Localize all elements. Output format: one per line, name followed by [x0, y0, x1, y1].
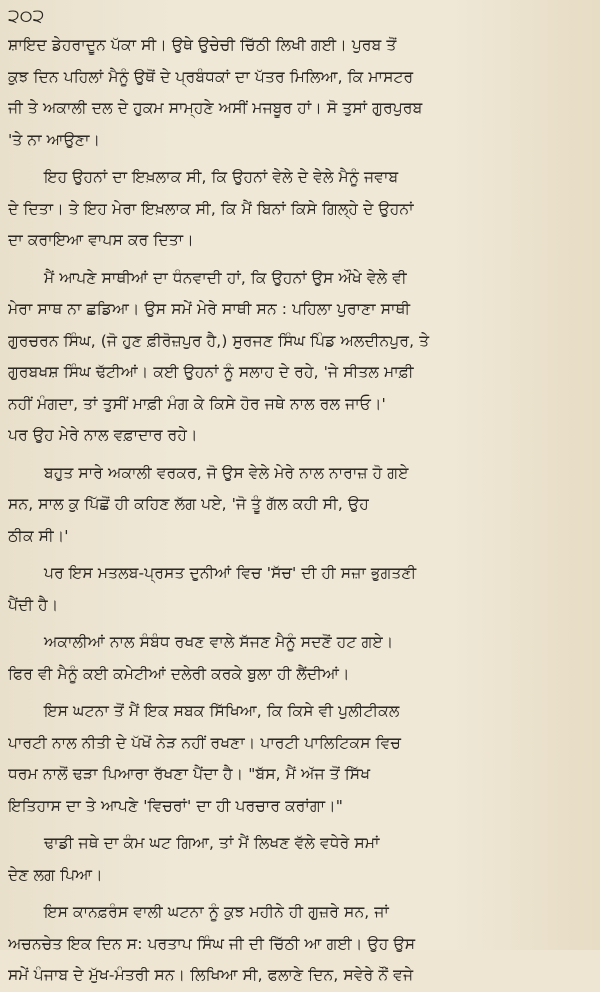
page-number: ੨੦੨	[8, 5, 45, 27]
paragraph-7	[8, 696, 592, 822]
paragraph-9	[8, 897, 592, 992]
text-line: ਕੁਝ ਦਿਨ ਪਹਿਲਾਂ ਮੈਨੂੰ ਉਥੋਂ ਦੇ ਪ੍ਰਬੰਧਕਾਂ ਦਾ ਪੱਤਰ ਮਿਲਿਆ, ਕਿ ਮਾਸਟਰ	[8, 67, 414, 86]
paragraph-4	[8, 458, 592, 553]
text-line: ਬਹੁਤ ਸਾਰੇ ਅਕਾਲੀ ਵਰਕਰ, ਜੋ ਉਸ ਵੇਲੇ ਮੇਰੇ ਨਾਲ ਨਾਰਾਜ਼ ਹੋ ਗਏ	[44, 463, 409, 482]
text-line: ਦਾ ਕਰਾਇਆ ਵਾਪਸ ਕਰ ਦਿਤਾ।	[8, 231, 194, 249]
text-line: ਜੀ ਤੇ ਅਕਾਲੀ ਦਲ ਦੇ ਹੁਕਮ ਸਾਮ੍ਹਣੇ ਅਸੀਂ ਮਜਬੂਰ ਹਾਂ। ਸੋ ਤੁਸਾਂ ਗੁਰਪੁਰਬ	[8, 99, 423, 117]
text-line: ਨਹੀਂ ਮੰਗਦਾ, ਤਾਂ ਤੁਸੀਂ ਮਾਫ਼ੀ ਮੰਗ ਕੇ ਕਿਸੇ ਹੋਰ ਜਥੇ ਨਾਲ ਰਲ ਜਾਓ।'	[8, 394, 386, 413]
text-line: ਗੁਰਬਖਸ਼ ਸਿੰਘ ਢੱਟੀਆਂ। ਕਈ ਉਹਨਾਂ ਨੂੰ ਸਲਾਹ ਦੇ ਰਹੇ, 'ਜੇ ਸੀਤਲ ਮਾਫ਼ੀ	[8, 363, 414, 381]
text-line: ਦੇ ਦਿਤਾ। ਤੇ ਇਹ ਮੇਰਾ ਇਖ਼ਲਾਕ ਸੀ, ਕਿ ਮੈਂ ਬਿਨਾਂ ਕਿਸੇ ਗਿਲ੍ਹੇ ਦੇ ਉਹਨਾਂ	[8, 199, 414, 218]
text-line: ਸਨ, ਸਾਲ ਕੁ ਪਿੱਛੋਂ ਹੀ ਕਹਿਣ ਲੱਗ ਪਏ, 'ਜੋ ਤੂੰ ਗੱਲ ਕਹੀ ਸੀ, ਉਹ	[8, 495, 369, 513]
text-line: ਪੈਂਦੀ ਹੈ।	[8, 595, 59, 614]
paragraph-6	[8, 627, 592, 690]
text-line: ਇਸ ਘਟਨਾ ਤੋਂ ਮੈਂ ਇਕ ਸਬਕ ਸਿੱਖਿਆ, ਕਿ ਕਿਸੇ ਵੀ ਪੁਲੀਟੀਕਲ	[44, 702, 400, 720]
text-line: 'ਤੇ ਨਾ ਆਉਣਾ।	[8, 130, 101, 149]
text-line: ਪਰ ਉਹ ਮੇਰੇ ਨਾਲ ਵਫ਼ਾਦਾਰ ਰਹੇ।	[8, 426, 198, 444]
text-line: ਪਰ ਇਸ ਮਤਲਬ-ਪ੍ਰਸਤ ਦੁਨੀਆਂ ਵਿਚ 'ਸੱਚ' ਦੀ ਹੀ ਸਜ਼ਾ ਭੁਗਤਣੀ	[44, 564, 417, 582]
text-line: ਮੈਂ ਆਪਣੇ ਸਾਥੀਆਂ ਦਾ ਧੰਨਵਾਦੀ ਹਾਂ, ਕਿ ਉਹਨਾਂ ਉਸ ਔਖੇ ਵੇਲੇ ਵੀ	[44, 268, 407, 287]
text-line: ਇਤਿਹਾਸ ਦਾ ਤੇ ਆਪਣੇ 'ਵਿਚਰਾਂ' ਦਾ ਹੀ ਪਰਚਾਰ ਕਰਾਂਗਾ।"	[8, 796, 343, 815]
text-line: ਅਚਨਚੇਤ ਇਕ ਦਿਨ ਸ: ਪਰਤਾਪ ਸਿੰਘ ਜੀ ਦੀ ਚਿੱਠੀ ਆ ਗਈ। ਉਹ ਉਸ	[8, 934, 416, 953]
text-line: ਗੁਰਚਰਨ ਸਿੰਘ, (ਜੋ ਹੁਣ ਫ਼ੀਰੋਜ਼ਪੁਰ ਹੈ,) ਸੁਰਜਣ ਸਿੰਘ ਪਿੰਡ ਅਲਦੀਨਪੁਰ, ਤੇ	[8, 331, 430, 350]
paragraph-2	[8, 162, 592, 257]
paragraph-3	[8, 263, 592, 452]
text-line: ਸਮੇਂ ਪੰਜਾਬ ਦੇ ਮੁੱਖ-ਮੰਤਰੀ ਸਨ। ਲਿਖਿਆ ਸੀ, ਫਲਾਣੇ ਦਿਨ, ਸਵੇਰੇ ਨੌਂ ਵਜੇ	[8, 966, 414, 984]
paragraph-5	[8, 558, 592, 621]
text-line: ਇਸ ਕਾਨਫ਼ਰੰਸ ਵਾਲੀ ਘਟਨਾ ਨੂੰ ਕੁਝ ਮਹੀਨੇ ਹੀ ਗੁਜ਼ਰੇ ਸਨ, ਜਾਂ	[44, 903, 389, 921]
text-line: ਮੇਰਾ ਸਾਥ ਨਾ ਛਡਿਆ। ਉਸ ਸਮੇਂ ਮੇਰੇ ਸਾਥੀ ਸਨ : ਪਹਿਲਾ ਪੁਰਾਣਾ ਸਾਥੀ	[8, 300, 411, 318]
text-line: ਪਾਰਟੀ ਨਾਲ ਨੀਤੀ ਦੇ ਪੱਖੋਂ ਨੇੜ ਨਹੀਂ ਰਖਣਾ। ਪਾਰਟੀ ਪਾਲਿਟਿਕਸ ਵਿਚ	[8, 733, 401, 752]
text-line: ਸ਼ਾਇਦ ਡੇਹਰਾਦੂਨ ਪੱਕਾ ਸੀ। ਉਥੇ ਉਚੇਚੀ ਚਿੱਠੀ ਲਿਖੀ ਗਈ। ਪੁਰਬ ਤੋਂ	[8, 36, 397, 54]
paragraph-8	[8, 828, 592, 891]
text-line: ਅਕਾਲੀਆਂ ਨਾਲ ਸੰਬੰਧ ਰਖਣ ਵਾਲੇ ਸੱਜਣ ਮੈਨੂੰ ਸਦਣੋਂ ਹਟ ਗਏ।	[44, 633, 394, 651]
text-line: ਧਰਮ ਨਾਲੋਂ ਢੜਾ ਪਿਆਰਾ ਰੱਖਣਾ ਪੈਂਦਾ ਹੈ। "ਬੱਸ, ਮੈਂ ਅੱਜ ਤੋਂ ਸਿੱਖ	[8, 765, 371, 783]
text-line: ਇਹ ਉਹਨਾਂ ਦਾ ਇਖ਼ਲਾਕ ਸੀ, ਕਿ ਉਹਨਾਂ ਵੇਲੇ ਦੇ ਵੇਲੇ ਮੈਨੂੰ ਜਵਾਬ	[44, 168, 399, 186]
text-line: ਢਾਡੀ ਜਥੇ ਦਾ ਕੰਮ ਘਟ ਗਿਆ, ਤਾਂ ਮੈਂ ਲਿਖਣ ਵੱਲੇ ਵਧੇਰੇ ਸਮਾਂ	[44, 834, 380, 852]
text-line: ਠੀਕ ਸੀ।'	[8, 526, 69, 545]
text-line: ਦੇਣ ਲਗ ਪਿਆ।	[8, 865, 103, 884]
text-line: ਫਿਰ ਵੀ ਮੈਨੂੰ ਕਈ ਕਮੇਟੀਆਂ ਦਲੇਰੀ ਕਰਕੇ ਬੁਲਾ ਹੀ ਲੈਂਦੀਆਂ।	[8, 664, 350, 683]
paragraph-1	[8, 30, 592, 156]
